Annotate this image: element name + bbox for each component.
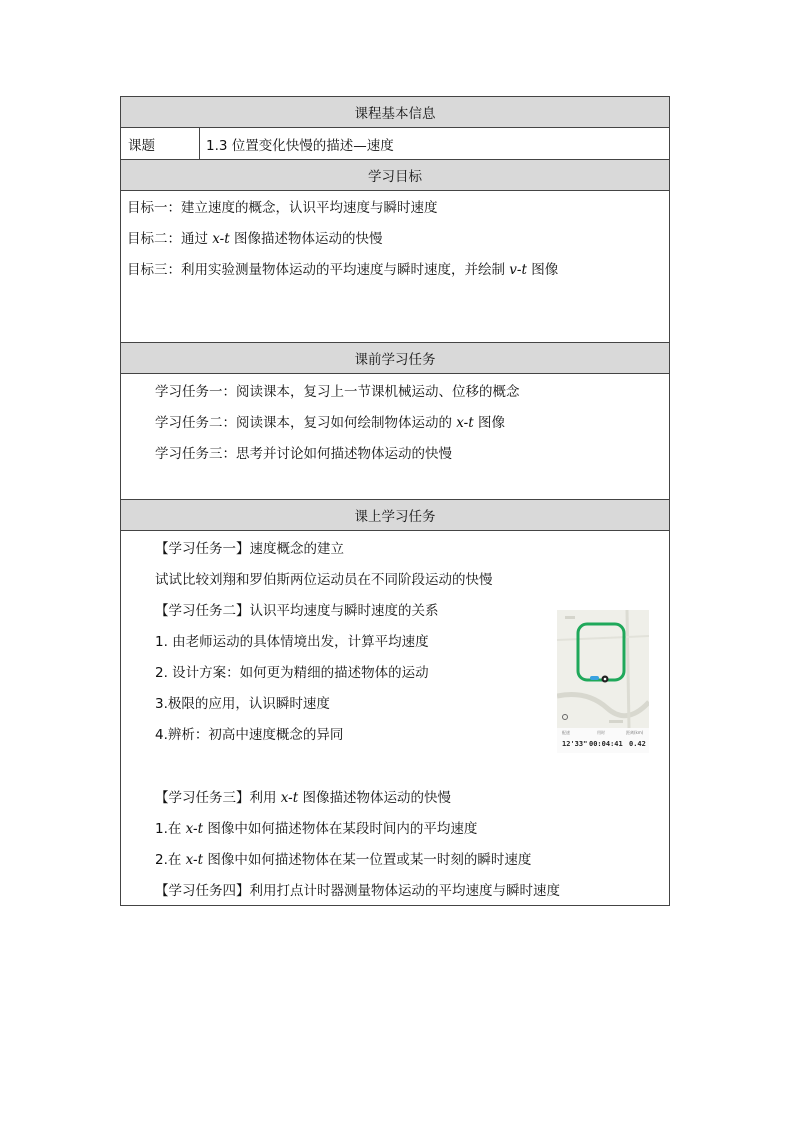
inclass-line-1: 【学习任务一】速度概念的建立 xyxy=(155,541,344,557)
preclass-header-text: 课前学习任务 xyxy=(354,352,436,368)
course-info-header xyxy=(121,97,669,128)
objectives-section xyxy=(121,191,669,343)
inclass-line-9: 1.在 x-t 图像中如何描述物体在某段时间内的平均速度 xyxy=(155,821,478,837)
preclass-section xyxy=(121,374,669,500)
preclass-task-2: 学习任务二：阅读课本，复习如何绘制物体运动的 x-t 图像 xyxy=(155,415,505,431)
inclass-line-6: 3.极限的应用，认识瞬时速度 xyxy=(155,696,330,712)
objective-3: 目标三：利用实验测量物体运动的平均速度与瞬时速度，并绘制 v-t 图像 xyxy=(127,262,559,278)
preclass-task-3: 学习任务三：思考并讨论如何描述物体运动的快慢 xyxy=(155,446,452,462)
topic-value: 1.3 位置变化快慢的描述—速度 xyxy=(206,137,394,154)
topic-label: 课题 xyxy=(121,128,200,159)
inclass-line-7: 4.辨析：初高中速度概念的异同 xyxy=(155,727,344,743)
objectives-header xyxy=(121,160,669,191)
inclass-line-5: 2. 设计方案：如何更为精细的描述物体的运动 xyxy=(155,665,429,681)
objective-2: 目标二：通过 x-t 图像描述物体运动的快慢 xyxy=(127,231,383,247)
time-value: 00:04:41 xyxy=(589,740,623,748)
run-stats-bar xyxy=(557,728,649,753)
objective-1: 目标一：建立速度的概念，认识平均速度与瞬时速度 xyxy=(127,200,438,216)
inclass-line-10: 2.在 x-t 图像中如何描述物体在某一位置或某一时刻的瞬时速度 xyxy=(155,852,532,868)
inclass-line-8: 【学习任务三】利用 x-t 图像描述物体运动的快慢 xyxy=(155,790,451,806)
inclass-section xyxy=(121,531,669,905)
running-app-screenshot xyxy=(557,610,649,753)
track-map xyxy=(557,610,649,728)
inclass-line-11: 【学习任务四】利用打点计时器测量物体运动的平均速度与瞬时速度 xyxy=(155,883,560,899)
distance-value: 0.42 xyxy=(629,740,646,748)
lesson-table xyxy=(120,96,670,906)
preclass-header xyxy=(121,343,669,374)
time-label: 用时 xyxy=(597,730,605,735)
topic-row xyxy=(121,128,669,160)
pace-label: 配速 xyxy=(562,730,570,735)
preclass-task-1: 学习任务一：阅读课本，复习上一节课机械运动、位移的概念 xyxy=(155,384,520,400)
inclass-line-4: 1. 由老师运动的具体情境出发，计算平均速度 xyxy=(155,634,429,650)
pace-value: 12'33" xyxy=(562,740,588,748)
inclass-line-2: 试试比较刘翔和罗伯斯两位运动员在不同阶段运动的快慢 xyxy=(155,572,493,588)
inclass-line-3: 【学习任务二】认识平均速度与瞬时速度的关系 xyxy=(155,603,439,619)
objectives-header-text: 学习目标 xyxy=(368,169,422,185)
course-info-header-text: 课程基本信息 xyxy=(354,106,436,122)
inclass-header-text: 课上学习任务 xyxy=(354,509,436,525)
inclass-header xyxy=(121,500,669,531)
distance-label: 距离(km) xyxy=(626,730,644,735)
